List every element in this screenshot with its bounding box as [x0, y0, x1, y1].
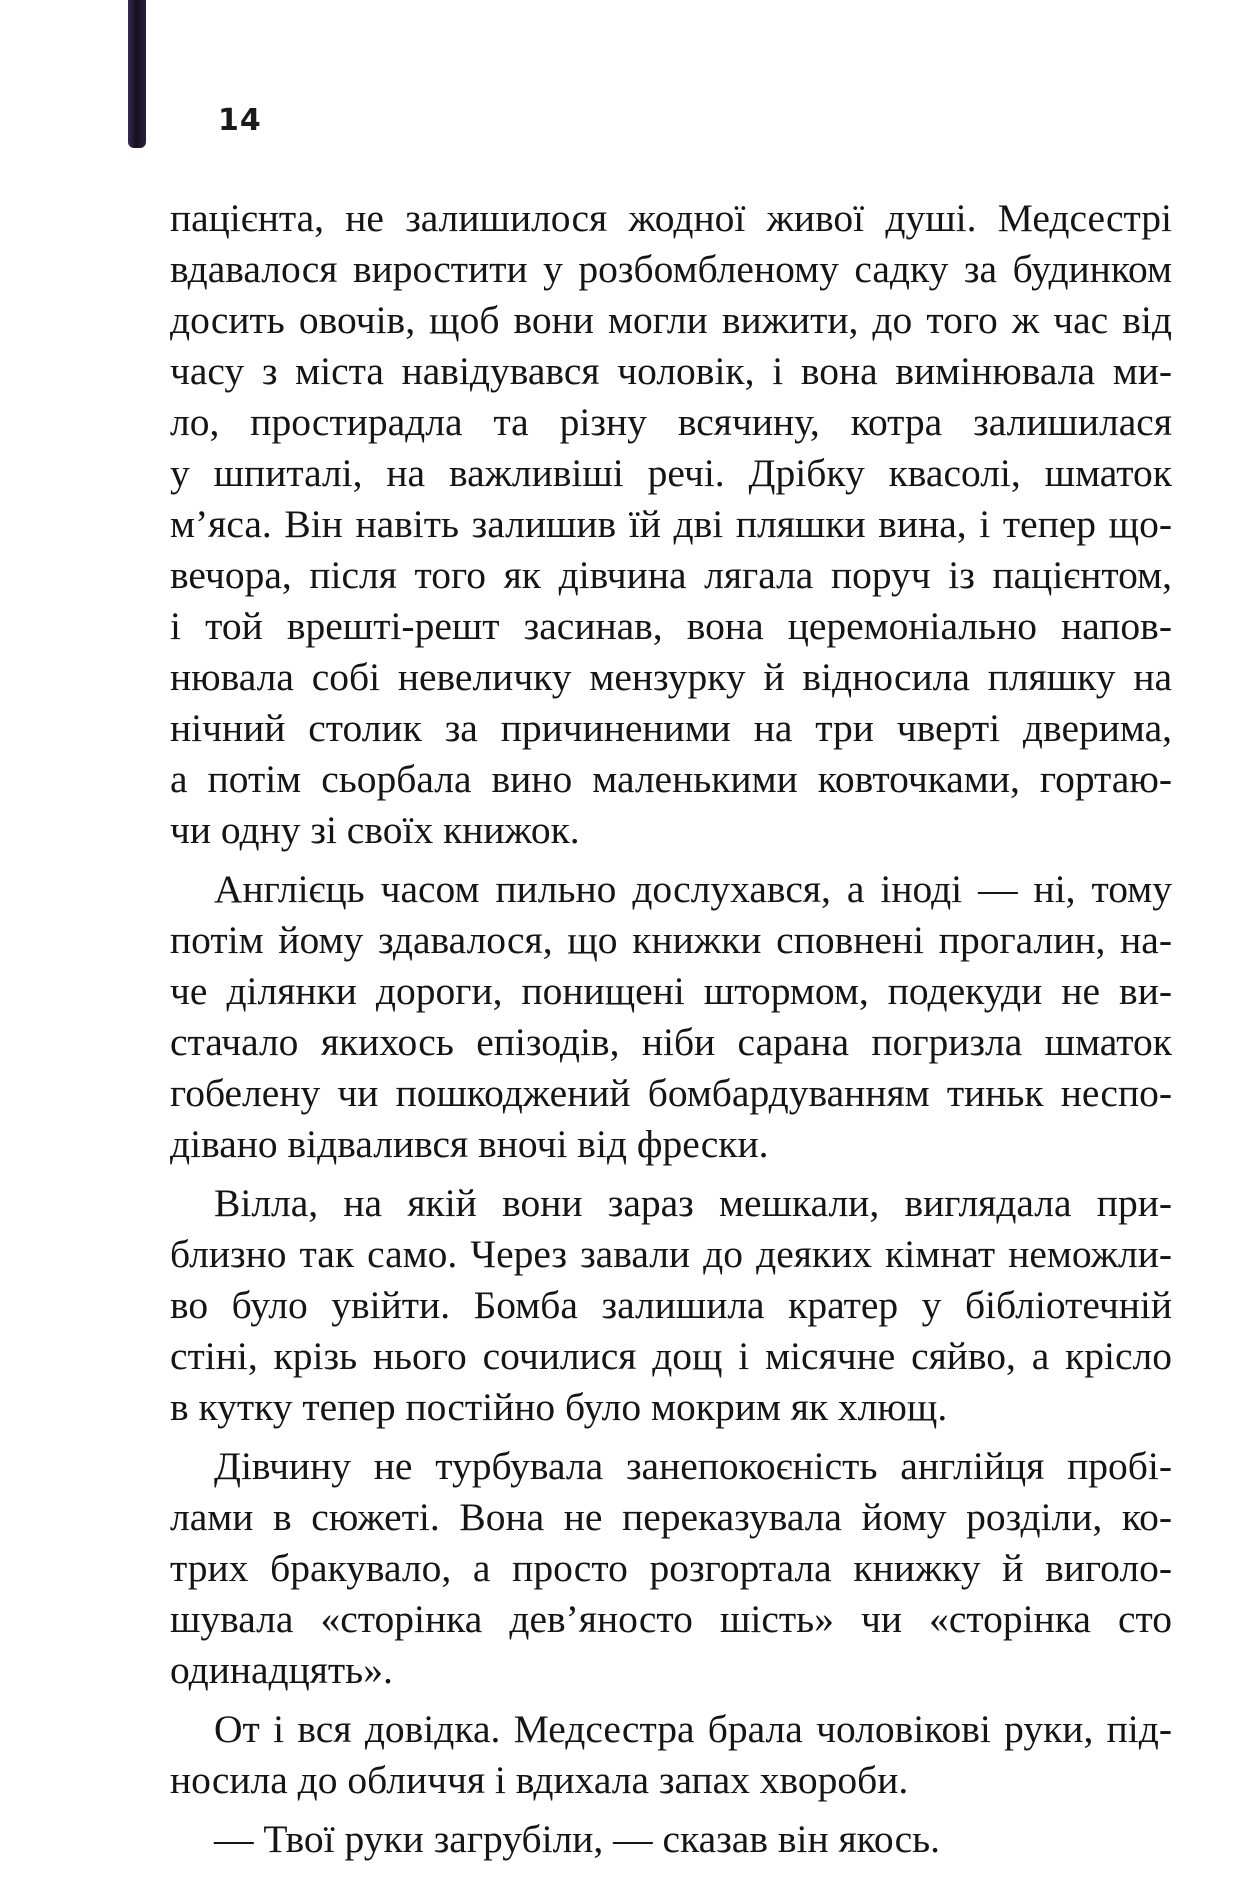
text-line: Англієць часом пильно дослухався, а іноді — ні, тому — [214, 867, 1172, 911]
text-line: стіні, крізь нього сочилися дощ і місячне сяйво, а крісло — [170, 1334, 1172, 1378]
text-line: трих бракувало, а просто розгортала книжку й виголо- — [170, 1546, 1172, 1590]
text-line: лами в сюжеті. Вона не переказувала йому розділи, ко- — [170, 1495, 1172, 1539]
text-line: носила до обличчя і вдихала запах хвороби. — [170, 1758, 909, 1802]
text-line: а потім сьорбала вино маленькими ковточками, гортаю- — [170, 757, 1172, 801]
text-line: во було увійти. Бомба залишила кратер у бібліотечній — [170, 1283, 1172, 1327]
text-line: досить овочів, щоб вони могли вижити, до того ж час від — [170, 298, 1172, 342]
text-line: Вілла, на якій вони зараз мешкали, виглядала при- — [214, 1181, 1172, 1225]
text-line: і той врешті-решт засинав, вона церемоніально напов- — [170, 604, 1172, 648]
text-line: вечора, після того як дівчина лягала поруч із пацієнтом, — [170, 553, 1172, 597]
paragraph-4 — [170, 1441, 1172, 1696]
page-number: 14 — [218, 103, 262, 138]
text-line: нічний столик за причиненими на три чверті дверима, — [170, 706, 1172, 750]
paragraph-6 — [170, 1814, 1172, 1865]
text-line: близно так само. Через завали до деяких кімнат неможли- — [170, 1232, 1172, 1276]
text-line: шувала «сторінка дев’яносто шість» чи «сторінка сто — [170, 1597, 1172, 1641]
paragraph-3 — [170, 1178, 1172, 1433]
body-text — [170, 193, 1172, 1865]
text-line: стачало якихось епізодів, ніби сарана погризла шматок — [170, 1020, 1172, 1064]
text-line: пацієнта, не залишилося жодної живої душі. Медсестрі — [170, 196, 1172, 240]
paragraph-1 — [170, 193, 1172, 856]
paragraph-5 — [170, 1704, 1172, 1806]
text-line: одинадцять». — [170, 1648, 393, 1692]
page-edge-bar — [128, 0, 146, 148]
text-line: От і вся довідка. Медсестра брала чоловікові руки, під- — [214, 1707, 1172, 1751]
text-line: нювала собі невеличку мензурку й відносила пляшку на — [170, 655, 1172, 699]
text-line: м’яса. Він навіть залишив їй дві пляшки вина, і тепер що- — [170, 502, 1172, 546]
text-line: в кутку тепер постійно було мокрим як хлющ. — [170, 1385, 948, 1429]
text-line: потім йому здавалося, що книжки сповнені прогалин, на- — [170, 918, 1172, 962]
text-line: че ділянки дороги, понищені штормом, подекуди не ви- — [170, 969, 1172, 1013]
text-line: часу з міста навідувався чоловік, і вона вимінювала ми- — [170, 349, 1172, 393]
text-line: вдавалося виростити у розбомбленому садку за будинком — [170, 247, 1172, 291]
text-line: у шпиталі, на важливіші речі. Дрібку квасолі, шматок — [170, 451, 1172, 495]
text-line: дівано відвалився вночі від фрески. — [170, 1122, 769, 1166]
text-line: чи одну зі своїх книжок. — [170, 808, 580, 852]
text-line: гобелену чи пошкоджений бомбардуванням тиньк неспо- — [170, 1071, 1172, 1115]
paragraph-2 — [170, 864, 1172, 1170]
text-line: Дівчину не турбувала занепокоєність англійця пробі- — [214, 1444, 1172, 1488]
text-line: ло, простирадла та різну всячину, котра залишилася — [170, 400, 1172, 444]
text-line: — Твої руки загрубіли, — сказав він якось. — [214, 1817, 941, 1861]
